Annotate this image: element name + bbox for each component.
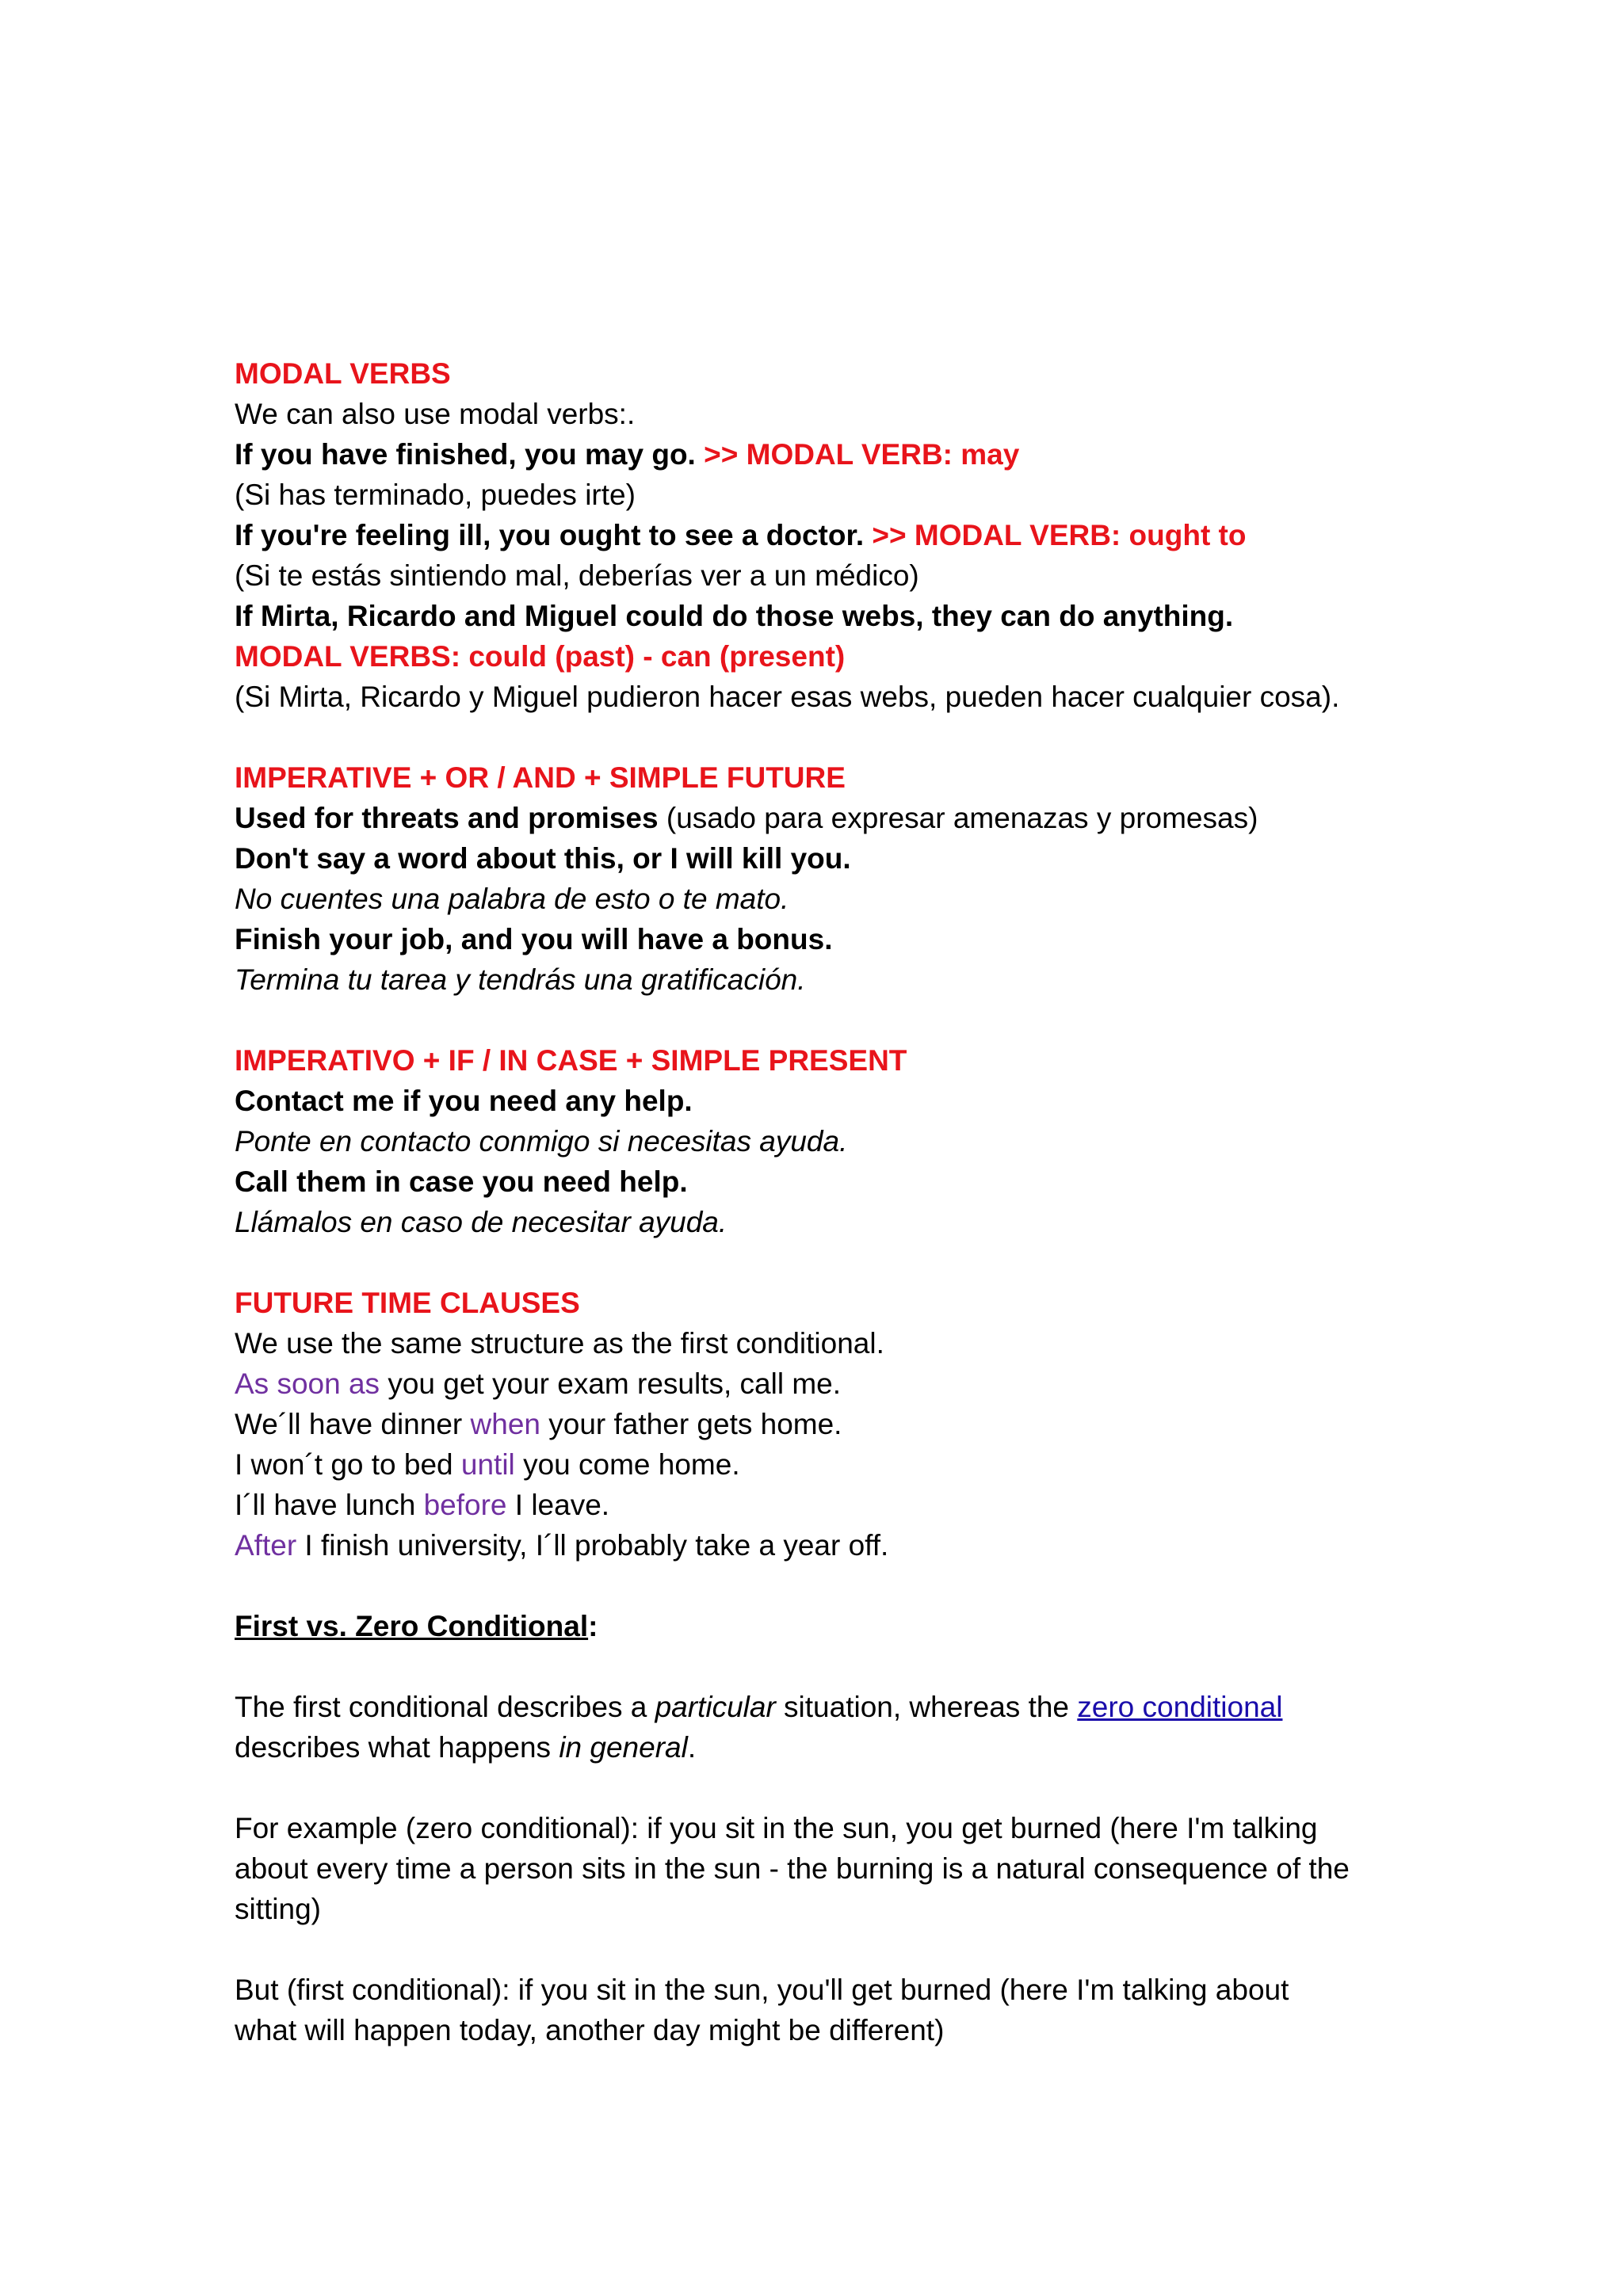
- modal-translation-1: (Si has terminado, puedes irte): [235, 479, 636, 511]
- imperative-present-translation-2: Llámalos en caso de necesitar ayuda.: [235, 1206, 727, 1238]
- future-time-example-5: [235, 1525, 1423, 1566]
- imperative-present-example-2: Call them in case you need help.: [235, 1165, 688, 1198]
- example-sentence: If you have finished, you may go.: [235, 438, 696, 471]
- usage-bold: Used for threats and promises: [235, 802, 659, 834]
- imperative-future-example-2: Finish your job, and you will have a bonus.: [235, 923, 833, 955]
- heading-colon: :: [588, 1610, 598, 1642]
- section-heading-modal-verbs: MODAL VERBS: [235, 357, 451, 390]
- example-text: I leave.: [506, 1489, 610, 1521]
- first-vs-zero-p3-line2: what will happen today, another day might be different): [235, 2014, 945, 2046]
- imperative-present-translation-1: Ponte en contacto conmigo si necesitas ayuda.: [235, 1125, 848, 1158]
- modal-example-3: If Mirta, Ricardo and Miguel could do those webs, they can do anything.: [235, 600, 1234, 632]
- zero-conditional-link[interactable]: zero conditional: [1077, 1691, 1283, 1723]
- time-keyword: until: [460, 1448, 515, 1481]
- paragraph-text: .: [687, 1731, 697, 1764]
- document-page: [235, 353, 1423, 2050]
- modal-intro: We can also use modal verbs:.: [235, 398, 636, 430]
- example-text: you come home.: [514, 1448, 740, 1481]
- first-vs-zero-p2-line2: about every time a person sits in the sun - the burning is a natural consequence of the: [235, 1852, 1350, 1885]
- spacer: [235, 1566, 1423, 1606]
- future-time-intro: We use the same structure as the first conditional.: [235, 1327, 884, 1360]
- example-sentence: If you're feeling ill, you ought to see a doctor.: [235, 519, 865, 551]
- imperative-future-example-1: Don't say a word about this, or I will kill you.: [235, 842, 851, 875]
- spacer: [235, 1768, 1423, 1808]
- modal-note-3: MODAL VERBS: could (past) - can (present): [235, 640, 846, 673]
- future-time-example-3: [235, 1444, 1423, 1485]
- imperative-present-example-1: Contact me if you need any help.: [235, 1085, 693, 1117]
- imperative-usage: [235, 798, 1423, 838]
- usage-rest: (usado para expresar amenazas y promesas): [658, 802, 1258, 834]
- example-text: I finish university, I´ll probably take a year off.: [296, 1529, 889, 1562]
- section-heading-imperative-future: IMPERATIVE + OR / AND + SIMPLE FUTURE: [235, 761, 846, 794]
- emphasis-text: particular: [655, 1691, 776, 1723]
- example-text: I´ll have lunch: [235, 1489, 424, 1521]
- modal-example-2: [235, 515, 1423, 555]
- imperative-future-translation-1: No cuentes una palabra de esto o te mato.: [235, 883, 789, 915]
- modal-note: >> MODAL VERB: ought to: [872, 519, 1247, 551]
- paragraph-text: The first conditional describes a: [235, 1691, 655, 1723]
- future-time-example-1: [235, 1363, 1423, 1404]
- modal-translation-2: (Si te estás sintiendo mal, deberías ver a un médico): [235, 559, 919, 592]
- spacer: [235, 1000, 1423, 1040]
- first-vs-zero-p1-line2: [235, 1727, 1423, 1768]
- heading-text: First vs. Zero Conditional: [235, 1610, 589, 1642]
- paragraph-text: situation, whereas the: [775, 1691, 1078, 1723]
- spacer: [235, 1929, 1423, 1970]
- spacer: [235, 1242, 1423, 1283]
- example-text: your father gets home.: [540, 1408, 842, 1440]
- time-keyword: before: [423, 1489, 507, 1521]
- time-keyword: when: [470, 1408, 540, 1440]
- paragraph-text: describes what happens: [235, 1731, 559, 1764]
- future-time-example-2: [235, 1404, 1423, 1444]
- modal-translation-3: (Si Mirta, Ricardo y Miguel pudieron hacer esas webs, pueden hacer cualquier cosa).: [235, 681, 1340, 713]
- example-text: We´ll have dinner: [235, 1408, 471, 1440]
- emphasis-text: in general: [559, 1731, 688, 1764]
- modal-example-1: [235, 434, 1423, 475]
- first-vs-zero-p3-line1: But (first conditional): if you sit in the sun, you'll get burned (here I'm talking about: [235, 1974, 1289, 2006]
- modal-note: >> MODAL VERB: may: [704, 438, 1020, 471]
- time-keyword: As soon as: [235, 1367, 380, 1400]
- section-heading-future-time-clauses: FUTURE TIME CLAUSES: [235, 1287, 580, 1319]
- example-text: you get your exam results, call me.: [380, 1367, 842, 1400]
- first-vs-zero-p2-line3: sitting): [235, 1893, 321, 1925]
- section-heading-imperative-present: IMPERATIVO + IF / IN CASE + SIMPLE PRESENT: [235, 1044, 907, 1077]
- first-vs-zero-p1-line1: [235, 1687, 1423, 1727]
- future-time-example-4: [235, 1485, 1423, 1525]
- example-text: I won´t go to bed: [235, 1448, 461, 1481]
- section-heading-first-vs-zero: [235, 1606, 1423, 1646]
- time-keyword: After: [235, 1529, 297, 1562]
- imperative-future-translation-2: Termina tu tarea y tendrás una gratificación.: [235, 963, 806, 996]
- spacer: [235, 1646, 1423, 1687]
- first-vs-zero-p2-line1: For example (zero conditional): if you sit in the sun, you get burned (here I'm talking: [235, 1812, 1318, 1844]
- spacer: [235, 717, 1423, 757]
